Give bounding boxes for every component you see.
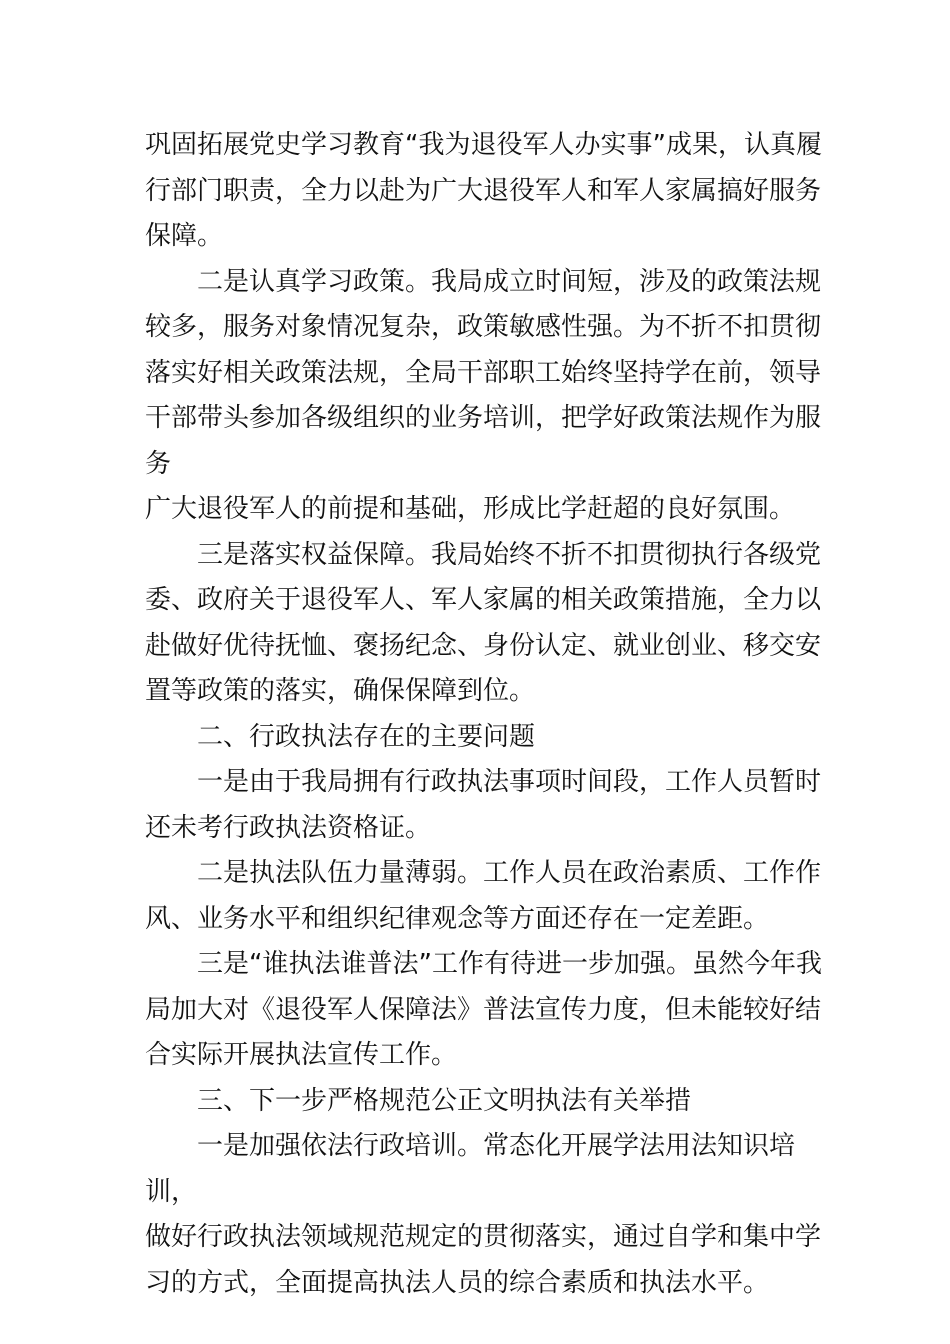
paragraph-measure-1: 一是加强依法行政培训。常态化开展学法用法知识培训， 做好行政执法领域规范规定的贯彻落实，通过自学和集中学 习的方式，全面提高执法人员的综合素质和执法水平。: [145, 1131, 822, 1298]
paragraph-study-policy: 二是认真学习政策。我局成立时间短，涉及的政策法规 较多，服务对象情况复杂，政策敏感性强。为不折不扣贯彻 落实好相关政策法规，全局干部职工始终坚持学在前，领导 干部带头参加各级组织的业务培训，把学好政策法规作为服务 广大退役军人的前提和基础，形成比学赶超的良好氛围。: [145, 266, 822, 524]
document-body: [145, 123, 835, 1306]
paragraph-problem-2: 二是执法队伍力量薄弱。工作人员在政治素质、工作作 风、业务水平和组织纪律观念等方面还存在一定差距。: [145, 858, 822, 934]
section-heading-next-steps: 三、下一步严格规范公正文明执法有关举措: [145, 1085, 692, 1116]
section-heading-problems: 二、行政执法存在的主要问题: [145, 721, 536, 752]
paragraph-continuation: 巩固拓展党史学习教育“我为退役军人办实事”成果，认真履 行部门职责，全力以赴为广大退役军人和军人家属搞好服务 保障。: [145, 130, 822, 251]
paragraph-rights-protection: 三是落实权益保障。我局始终不折不扣贯彻执行各级党 委、政府关于退役军人、军人家属的相关政策措施，全力以 赴做好优待抚恤、褒扬纪念、身份认定、就业创业、移交安 置等政策的落实，确保保障到位。: [145, 539, 822, 706]
paragraph-problem-1: 一是由于我局拥有行政执法事项时间段，工作人员暂时 还未考行政执法资格证。: [145, 767, 822, 843]
paragraph-problem-3: 三是“谁执法谁普法”工作有待进一步加强。虽然今年我 局加大对《退役军人保障法》普法宣传力度，但未能较好结 合实际开展执法宣传工作。: [145, 949, 822, 1070]
